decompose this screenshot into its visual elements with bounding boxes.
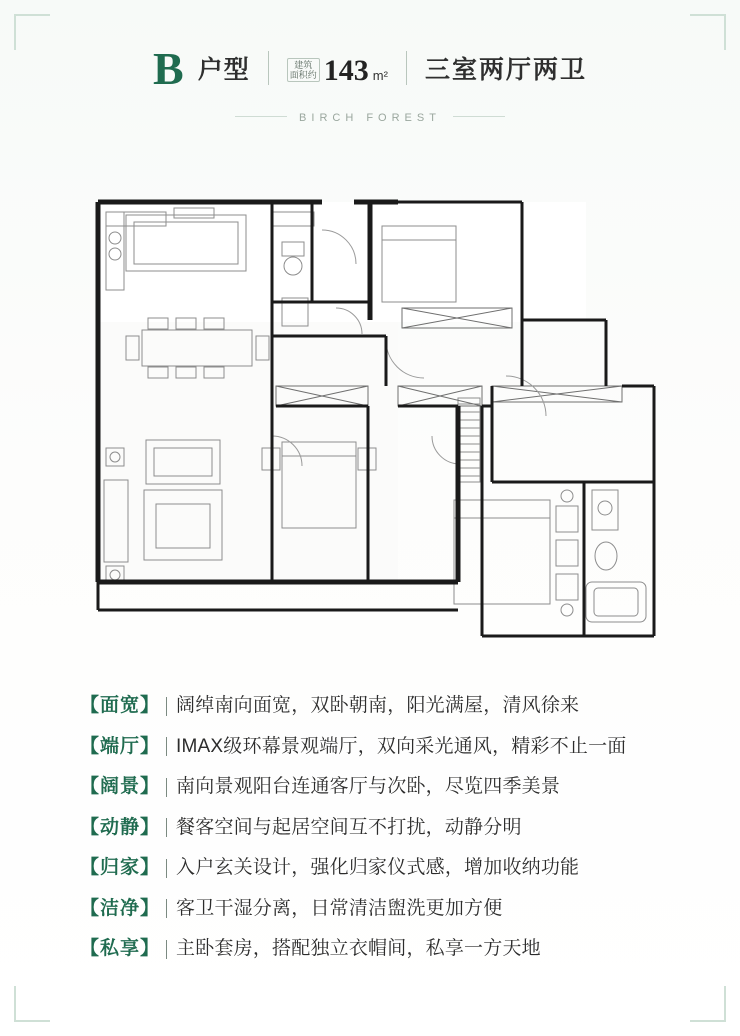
corner-decoration-top-left (14, 14, 50, 50)
subtitle-rule-left (235, 116, 287, 117)
list-item (80, 694, 680, 718)
feature-tag-word: 阔景 (100, 776, 141, 797)
feature-separator (166, 778, 167, 797)
subtitle-text: BIRCH FOREST (299, 112, 441, 124)
unit-word: 户型 (197, 56, 250, 85)
feature-tag-open: 【 (80, 857, 101, 878)
feature-text: 客卫干湿分离，日常清洁盥洗更加方便 (176, 897, 503, 919)
divider-2 (406, 51, 407, 85)
floor-plan (86, 190, 664, 660)
feature-tag-close: 】 (140, 897, 161, 919)
feature-tag-close: 】 (140, 776, 161, 797)
feature-tag-open: 【 (80, 695, 101, 716)
feature-text: 南向景观阳台连通客厅与次卧，尽览四季美景 (176, 776, 561, 797)
area-label-line1: 建筑 (294, 60, 313, 71)
feature-tag-open: 【 (80, 776, 101, 797)
feature-separator (166, 737, 167, 756)
project-subtitle (0, 112, 740, 124)
list-item (80, 897, 680, 921)
list-item (80, 816, 680, 840)
feature-separator (166, 899, 167, 918)
feature-text: IMAX级环幕景观端厅，双向采光通风，精彩不止一面 (176, 735, 627, 757)
feature-separator (166, 940, 167, 959)
divider-1 (268, 51, 269, 85)
feature-tag-word: 归家 (100, 857, 141, 878)
room-spec: 三室两厅两卫 (424, 56, 587, 85)
feature-tag (80, 775, 160, 799)
feature-separator (166, 697, 167, 716)
area-label-line2: 面积约 (289, 70, 317, 81)
feature-tag (80, 937, 160, 961)
list-item (80, 937, 680, 961)
feature-text: 主卧套房，搭配独立衣帽间，私享一方天地 (176, 938, 541, 959)
feature-tag (80, 735, 160, 759)
feature-separator (166, 818, 167, 837)
feature-text: 阔绰南向面宽，双卧朝南，阳光满屋，清风徐来 (176, 695, 580, 716)
unit-letter: B (153, 43, 184, 94)
feature-text: 入户玄关设计，强化归家仪式感，增加收纳功能 (176, 857, 580, 878)
header (0, 43, 740, 94)
feature-tag-close: 】 (140, 816, 161, 838)
corner-decoration-bottom-left (14, 986, 50, 1022)
feature-tag-open: 【 (80, 735, 101, 757)
list-item (80, 775, 680, 799)
area-label (287, 58, 320, 82)
feature-tag-close: 】 (140, 857, 161, 878)
corner-decoration-bottom-right (690, 986, 726, 1022)
feature-tag-close: 】 (140, 735, 161, 757)
area-unit: m² (372, 68, 388, 84)
list-item (80, 856, 680, 880)
feature-tag-word: 端厅 (100, 735, 141, 757)
feature-tag (80, 816, 160, 840)
area-group (287, 56, 388, 89)
feature-separator (166, 859, 167, 878)
area-value: 143 (323, 54, 369, 88)
feature-tag-open: 【 (80, 816, 101, 838)
feature-tag-word: 私享 (100, 938, 141, 959)
feature-tag-close: 】 (140, 938, 161, 959)
feature-text: 餐客空间与起居空间互不打扰，动静分明 (176, 816, 522, 838)
feature-tag-open: 【 (80, 938, 101, 959)
feature-tag-word: 动静 (100, 816, 141, 838)
feature-list (80, 694, 680, 978)
feature-tag-open: 【 (80, 897, 101, 919)
feature-tag (80, 694, 160, 718)
feature-tag (80, 897, 160, 921)
feature-tag (80, 856, 160, 880)
corner-decoration-top-right (690, 14, 726, 50)
subtitle-rule-right (453, 116, 505, 117)
list-item (80, 735, 680, 759)
feature-tag-close: 】 (140, 695, 161, 716)
feature-tag-word: 面宽 (100, 695, 141, 716)
feature-tag-word: 洁净 (100, 897, 141, 919)
